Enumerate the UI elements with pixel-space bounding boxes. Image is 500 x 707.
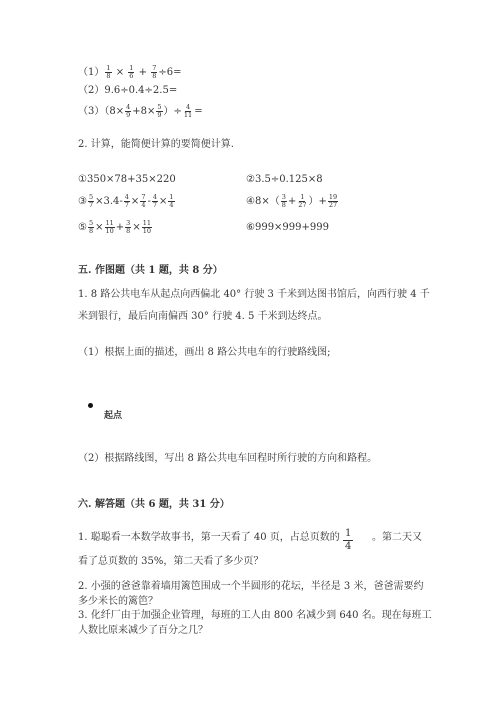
fraction — [152, 194, 158, 209]
operator: + — [115, 221, 125, 233]
origin-point — [88, 403, 93, 408]
section-five-heading: 五. 作图题（共 1 题，共 8 分） — [78, 265, 223, 276]
numerator: 7 — [141, 193, 146, 201]
expression-tail: = — [194, 105, 203, 117]
operator: - — [147, 195, 151, 207]
fraction — [105, 220, 115, 235]
s5-subquestion-2: （2）根据路线图，写出 8 路公共电车回程时所行驶的方向和路程。 — [78, 453, 378, 464]
fraction — [343, 528, 353, 553]
operator: + — [138, 66, 147, 78]
s6-q3-line2: 人数比原来减少了百分之几？ — [78, 625, 208, 636]
denominator: 6 — [129, 71, 134, 80]
item-label: （1） — [78, 66, 105, 78]
q2-part5 — [78, 220, 153, 235]
numerator: 19 — [328, 193, 338, 201]
numerator: 1 — [106, 64, 111, 72]
section-six-heading: 六. 解答题（共 6 题，共 31 分） — [78, 499, 230, 510]
denominator: 11 — [183, 110, 193, 119]
denominator: 27 — [298, 200, 307, 209]
q2-part2: ②3.5÷0.125×8 — [246, 174, 323, 185]
numerator: 1 — [300, 193, 305, 201]
numerator: 7 — [152, 64, 157, 72]
item-label: （3）（8× — [78, 105, 125, 117]
fraction — [168, 194, 174, 209]
denominator: 4 — [141, 200, 146, 209]
denominator: 7 — [88, 200, 94, 209]
denominator: 9 — [126, 110, 131, 119]
denominator: 7 — [124, 200, 129, 209]
s5-subquestion-1: （1）根据上面的描述，画出 8 路公共电车的行驶路线图; — [78, 347, 331, 358]
denominator: 10 — [105, 226, 114, 235]
denominator: 4 — [345, 541, 352, 552]
denominator: 8 — [106, 71, 111, 80]
fraction — [151, 65, 157, 80]
numerator: 4 — [126, 103, 131, 111]
fraction — [281, 194, 287, 209]
numerator: 4 — [124, 193, 129, 201]
denominator: 8 — [281, 200, 286, 209]
q1-item2: （2）9.6÷0.4÷2.5= — [78, 85, 178, 96]
s6-q1-line2: 看了总页数的 35%，第二天看了多少页？ — [78, 556, 264, 567]
s6-q2-line2: 多少米长的篱笆？ — [78, 596, 158, 607]
fraction — [124, 194, 130, 209]
numerator: 5 — [88, 193, 94, 201]
numerator: 11 — [142, 219, 151, 227]
fraction — [140, 194, 146, 209]
operator: + — [287, 195, 297, 207]
expression-segment: ×3.4- — [95, 195, 123, 207]
denominator: 7 — [152, 200, 157, 209]
denominator: 8 — [126, 226, 131, 235]
s6-q3-line1: 3. 化纤厂由于加强企业管理，每班的工人由 800 名减少到 640 名。现在每班工 — [78, 610, 432, 621]
operator: × — [132, 221, 141, 233]
denominator: 10 — [142, 226, 151, 235]
s5-problem-line2: 米到银行，最后向南偏西 30° 行驶 4. 5 千米到达终点。 — [78, 311, 328, 322]
part-label: ⑤ — [78, 221, 87, 233]
fraction — [183, 104, 193, 119]
q2-part4 — [246, 194, 339, 209]
fraction — [128, 65, 134, 80]
fraction — [297, 194, 307, 209]
q2-part1: ①350×78+35×220 — [78, 174, 176, 185]
expression-tail: ÷6= — [158, 66, 182, 78]
fraction — [88, 220, 94, 235]
s6-q1-line1: 1. 聪聪看一本数学故事书，第一天看了 40 页，占总页数的 — [78, 532, 340, 543]
numerator: 4 — [152, 193, 157, 201]
operator: × — [158, 195, 168, 207]
part-label: ③ — [78, 195, 87, 207]
operator: × — [130, 195, 140, 207]
numerator: 5 — [88, 219, 94, 227]
numerator: 11 — [105, 219, 114, 227]
numerator: 1 — [345, 528, 352, 539]
numerator: 1 — [129, 64, 134, 72]
expression-mid: +8× — [132, 105, 156, 117]
fraction — [105, 65, 111, 80]
expression-close: ）÷ — [163, 105, 182, 117]
s6-q2-line1: 2. 小强的爸爸靠着墙用篱笆围成一个半圆形的花坛，半径是 3 米，爸爸需要约 — [78, 581, 424, 592]
expression-segment: ）+ — [308, 195, 327, 207]
denominator: 4 — [169, 200, 174, 209]
denominator: 9 — [157, 110, 162, 119]
s6-q1-line1-tail: 。第二天又 — [372, 532, 422, 543]
q2-part6: ⑥999×999+999 — [246, 222, 329, 233]
numerator: 3 — [281, 193, 286, 201]
s6-q1-fraction — [342, 528, 354, 553]
origin-label: 起点 — [104, 411, 123, 421]
fraction — [125, 104, 131, 119]
denominator: 8 — [152, 71, 157, 80]
q1-item1 — [78, 65, 181, 80]
numerator: 4 — [185, 103, 191, 111]
q1-item3 — [78, 104, 203, 119]
fraction — [125, 220, 131, 235]
operator: × — [115, 66, 125, 78]
fraction — [88, 194, 94, 209]
denominator: 27 — [328, 200, 338, 209]
numerator: 1 — [169, 193, 174, 201]
fraction — [328, 194, 338, 209]
fraction — [142, 220, 152, 235]
operator: × — [95, 221, 104, 233]
numerator: 5 — [157, 103, 162, 111]
q2-part3 — [78, 194, 176, 209]
numerator: 3 — [126, 219, 131, 227]
s5-problem-line1: 1. 8 路公共电车从起点向西偏北 40° 行驶 3 千米到达图书馆后，向西行驶 4 千 — [78, 289, 430, 300]
denominator: 8 — [88, 226, 94, 235]
expression-segment: ④8×（ — [246, 195, 280, 207]
q2-title: 2. 计算，能简便计算的要简便计算. — [78, 139, 234, 150]
fraction — [156, 104, 162, 119]
